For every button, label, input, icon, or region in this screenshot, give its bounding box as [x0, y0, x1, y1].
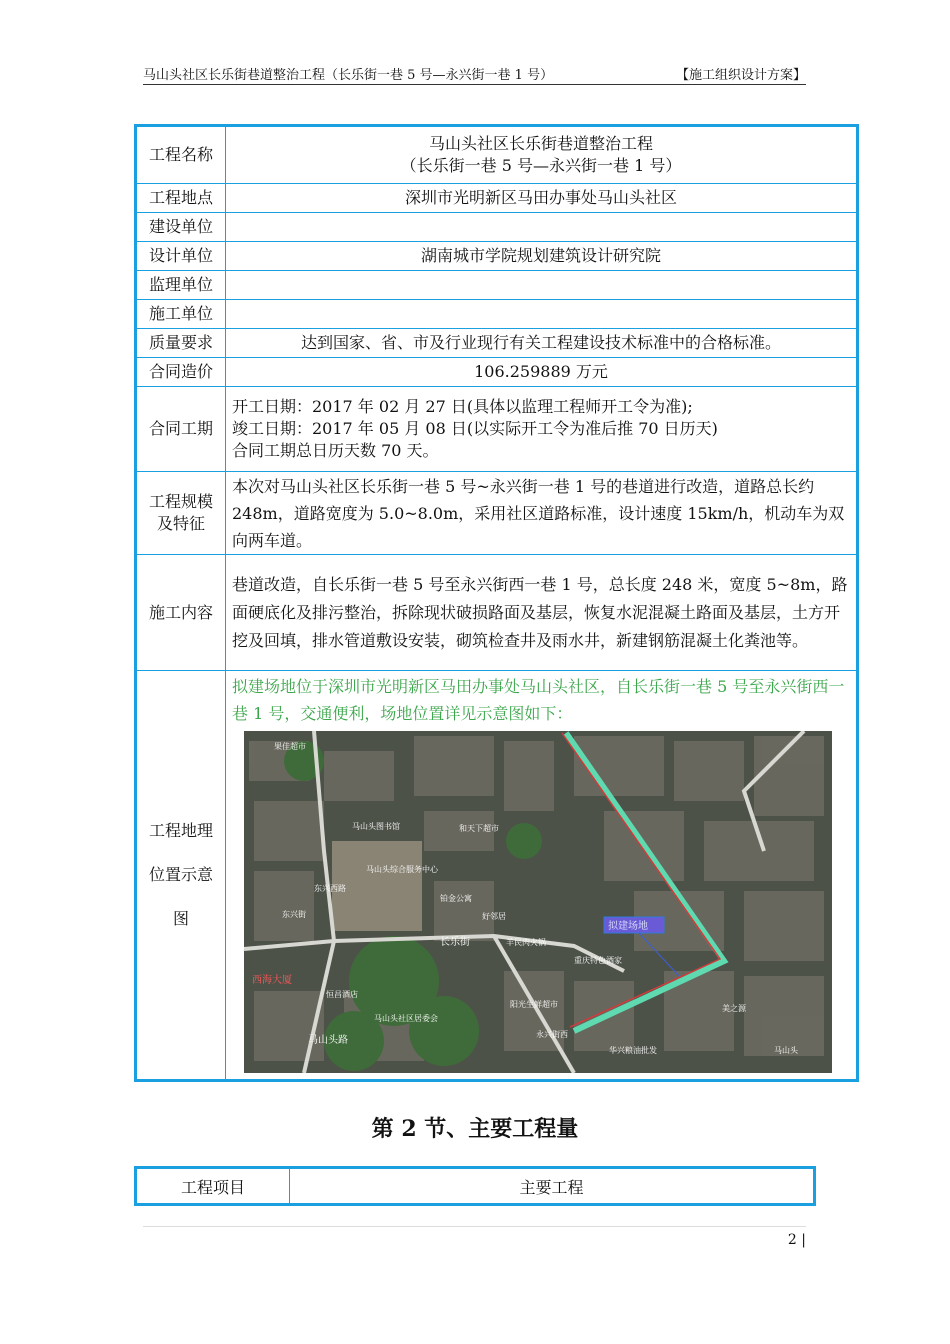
- row-label: 工程地点: [136, 184, 226, 213]
- table-row: [136, 555, 858, 671]
- map-label: 东兴街: [282, 910, 306, 919]
- map-svg: [244, 731, 832, 1073]
- table-row: [136, 242, 858, 271]
- page-number: 2 |: [787, 1232, 806, 1248]
- row-value: [226, 300, 858, 329]
- table-row: [136, 213, 858, 242]
- page-header: [143, 64, 806, 85]
- map-label: 羊民肉火锅: [506, 938, 546, 947]
- section-title: 第 2 节、主要工程量: [371, 1116, 579, 1142]
- row-label: 施工内容: [136, 555, 226, 671]
- map-label: 恒昌酒店: [326, 990, 358, 999]
- row-label: 合同造价: [136, 358, 226, 387]
- map-label: 好邻居: [482, 912, 506, 921]
- row-label: 工程规模 及特征: [136, 472, 226, 555]
- row-label: 工程地理 位置示意 图: [136, 671, 226, 1081]
- row-value: 开工日期：2017 年 02 月 27 日(具体以监理工程师开工令为准); 竣工日期：2017 年 05 月 08 日(以实际开工令为准后推 70 日历天) 合同工期总日历天数 70 天。: [226, 387, 858, 472]
- marker-label: 拟建场地: [608, 921, 648, 932]
- table-row: [136, 671, 858, 1081]
- row-value: 巷道改造，自长乐街一巷 5 号至永兴街西一巷 1 号，总长度 248 米，宽度 5~8m，路面硬底化及排污整治，拆除现状破损路面及基层，恢复水泥混凝土路面及基层，土方开挖及回填，排水管道敷设安装，砌筑检查井及雨水井，新建钢筋混凝土化粪池等。: [226, 555, 858, 671]
- map-label: 马山头路: [308, 1035, 348, 1046]
- map-label: 果佳超市: [274, 742, 306, 751]
- header-doc-type: 【施工组织设计方案】: [675, 68, 806, 83]
- map-label: 阳光生鲜超市: [510, 1000, 558, 1009]
- map-label: 长乐街: [440, 937, 470, 948]
- row-value: 106.259889 万元: [226, 358, 858, 387]
- map-label: 永兴街西: [536, 1030, 568, 1039]
- table-row: [136, 300, 858, 329]
- table-header-row: [136, 1168, 815, 1205]
- row-value: 湖南城市学院规划建筑设计研究院: [226, 242, 858, 271]
- row-label: 监理单位: [136, 271, 226, 300]
- map-label: 华兴粮油批发: [609, 1046, 657, 1055]
- row-label: 施工单位: [136, 300, 226, 329]
- map-label: 和天下超市: [459, 824, 499, 833]
- table-row: [136, 329, 858, 358]
- row-label: 质量要求: [136, 329, 226, 358]
- quantity-table: [134, 1166, 816, 1206]
- column-header: 工程项目: [136, 1168, 290, 1205]
- row-label: 设计单位: [136, 242, 226, 271]
- row-value: [226, 671, 858, 1081]
- map-label: 马山头图书馆: [352, 822, 400, 831]
- project-info-table: [134, 124, 859, 1082]
- table-row: [136, 126, 858, 184]
- row-value: 深圳市光明新区马田办事处马山头社区: [226, 184, 858, 213]
- row-value: 达到国家、省、市及行业现行有关工程建设技术标准中的合格标准。: [226, 329, 858, 358]
- table-row: [136, 358, 858, 387]
- row-label: 合同工期: [136, 387, 226, 472]
- map-label: 马山头综合服务中心: [366, 865, 438, 874]
- footer-divider: [143, 1226, 806, 1227]
- column-header: 主要工程: [290, 1168, 815, 1205]
- map-label: 马山头社区居委会: [374, 1014, 438, 1023]
- map-label: 美之源: [722, 1004, 746, 1013]
- row-value: [226, 271, 858, 300]
- row-label: 建设单位: [136, 213, 226, 242]
- row-label: 工程名称: [136, 126, 226, 184]
- row-value: [226, 213, 858, 242]
- map-label: 马山头: [774, 1046, 798, 1055]
- table-row: [136, 472, 858, 555]
- table-row: [136, 387, 858, 472]
- location-description: 拟建场地位于深圳市光明新区马田办事处马山头社区，自长乐街一巷 5 号至永兴街西一巷 1 号，交通便利，场地位置详见示意图如下：: [232, 677, 845, 723]
- location-map: [244, 731, 832, 1073]
- map-label: 铂金公寓: [440, 894, 472, 903]
- table-row: [136, 271, 858, 300]
- row-value: 本次对马山头社区长乐街一巷 5 号~永兴街一巷 1 号的巷道进行改造，道路总长约 248m，道路宽度为 5.0~8.0m，采用社区道路标准，设计速度 15km/h，机动车为双向两车道。: [226, 472, 858, 555]
- table-row: [136, 184, 858, 213]
- map-label: 东兴西路: [314, 884, 346, 893]
- map-label: 重庆特色酒家: [574, 956, 622, 965]
- row-value: 马山头社区长乐街巷道整治工程 （长乐街一巷 5 号—永兴街一巷 1 号）: [226, 126, 858, 184]
- header-title: 马山头社区长乐街巷道整治工程（长乐街一巷 5 号—永兴街一巷 1 号）: [143, 68, 554, 83]
- map-label: 西海大厦: [252, 975, 292, 986]
